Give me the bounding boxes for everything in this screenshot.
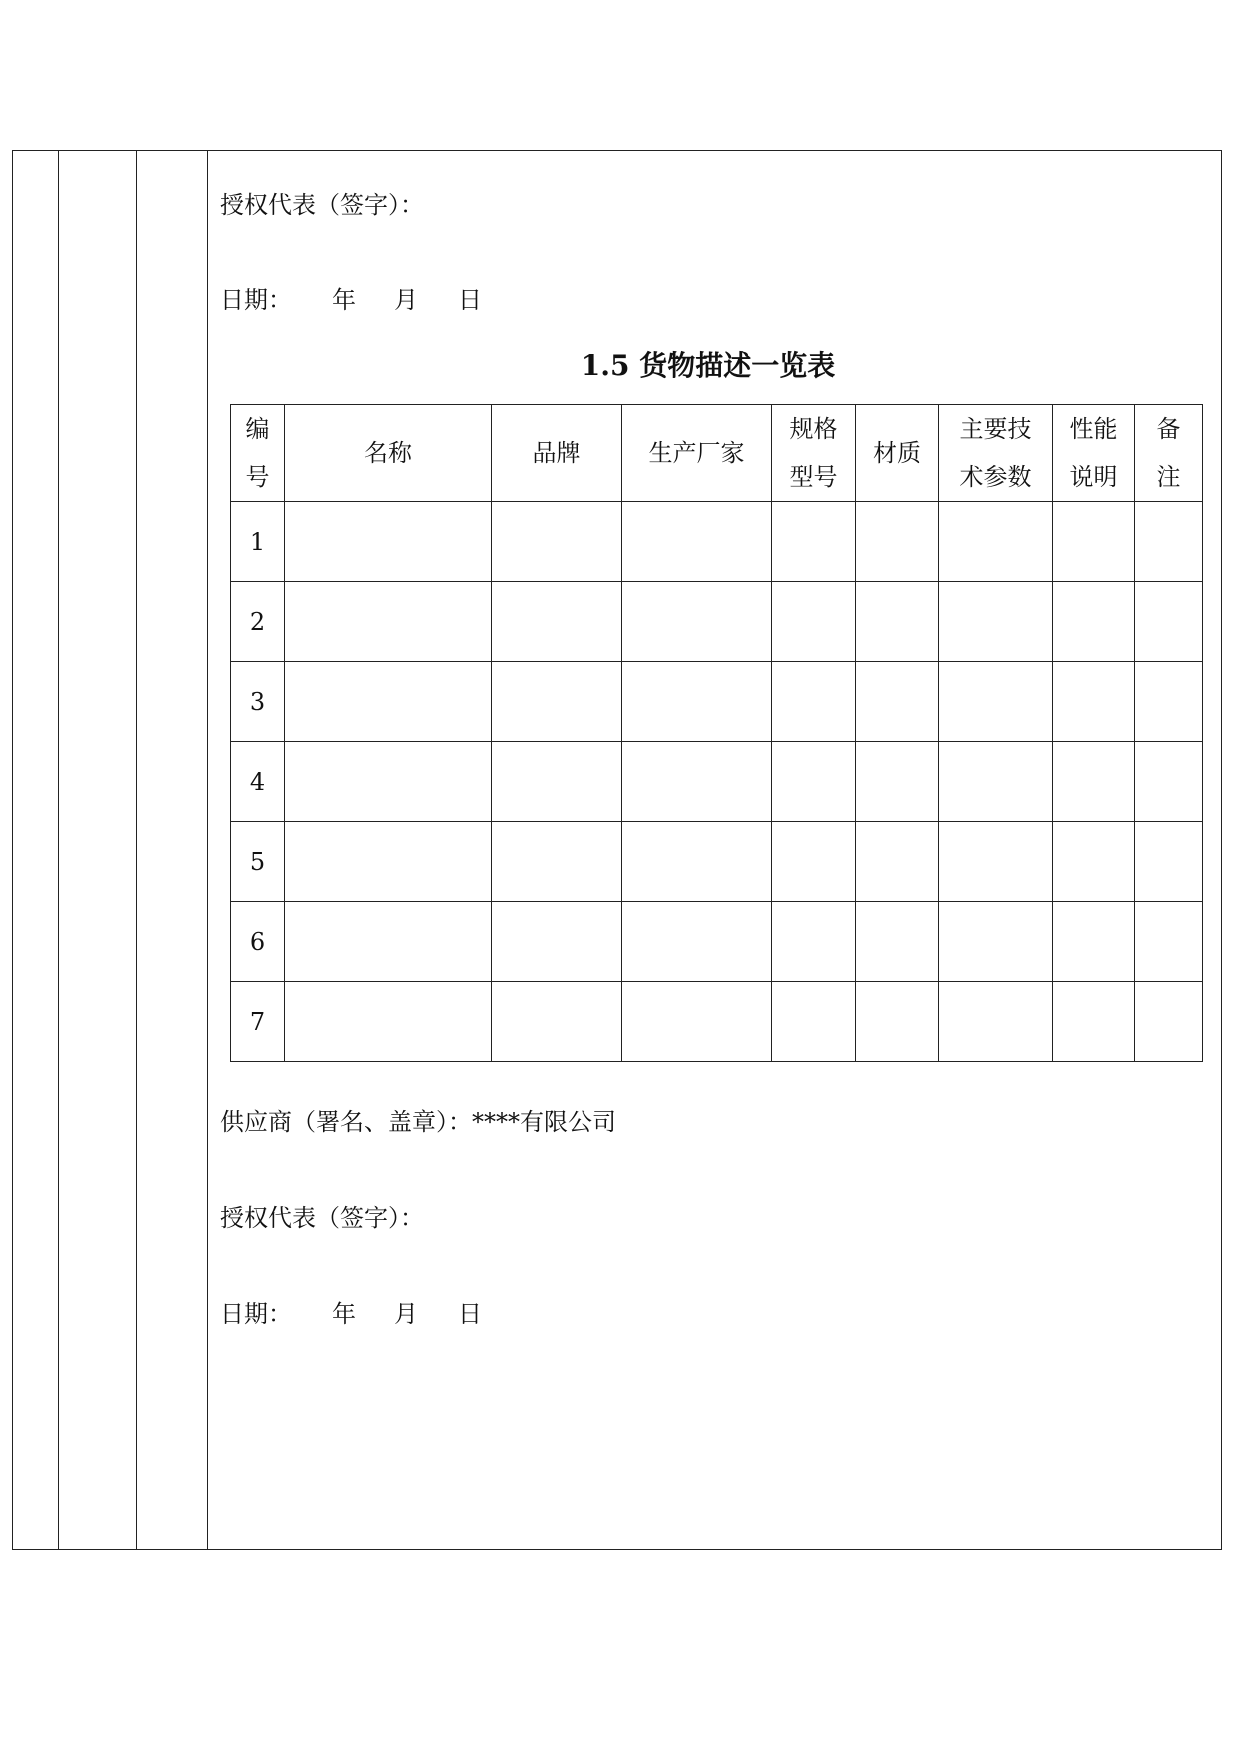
table-cell — [1135, 742, 1203, 822]
table-cell — [939, 502, 1053, 582]
column-header — [1135, 405, 1203, 502]
month-label: 月 — [394, 286, 418, 314]
table-cell — [856, 742, 939, 822]
table-body — [231, 502, 1203, 1062]
supplier-label: 供应商（署名、盖章）：****有限公司 — [220, 1108, 616, 1136]
table-cell — [1135, 982, 1203, 1062]
table-cell — [492, 662, 622, 742]
table-cell — [939, 822, 1053, 902]
column-header — [772, 405, 856, 502]
year-label: 年 — [332, 286, 356, 314]
table-cell — [1053, 902, 1135, 982]
column-header-line: 生产厂家 — [648, 439, 745, 467]
column-header-line: 编 — [245, 415, 270, 443]
column-header-line: 性能 — [1069, 415, 1118, 443]
table-row — [231, 742, 1203, 822]
table-cell — [285, 582, 492, 662]
table-row — [231, 582, 1203, 662]
table-cell — [1135, 822, 1203, 902]
table-row — [231, 662, 1203, 742]
table-cell — [856, 822, 939, 902]
table-cell — [622, 582, 772, 662]
row-number-cell: 6 — [231, 902, 285, 982]
table-cell — [1053, 982, 1135, 1062]
table-cell — [622, 982, 772, 1062]
table-cell — [1135, 582, 1203, 662]
table-cell — [622, 502, 772, 582]
table-cell — [1135, 662, 1203, 742]
table-header-row — [231, 405, 1203, 502]
column-header — [492, 405, 622, 502]
table-cell — [939, 982, 1053, 1062]
table-cell — [1053, 502, 1135, 582]
table-cell — [772, 582, 856, 662]
table-cell — [856, 582, 939, 662]
column-header-line: 注 — [1156, 463, 1181, 491]
date-label: 日期： — [220, 1300, 292, 1328]
column-header — [285, 405, 492, 502]
day-label: 日 — [458, 1300, 482, 1328]
table-cell — [285, 982, 492, 1062]
table-cell — [856, 902, 939, 982]
table-cell — [492, 502, 622, 582]
table-cell — [772, 982, 856, 1062]
table-cell — [772, 822, 856, 902]
goods-description-table — [230, 404, 1203, 1062]
table-cell — [492, 582, 622, 662]
column-header — [856, 405, 939, 502]
table-cell — [1135, 902, 1203, 982]
table-cell — [285, 662, 492, 742]
table-cell — [772, 902, 856, 982]
row-number-cell: 2 — [231, 582, 285, 662]
table-cell — [772, 502, 856, 582]
column-header-line: 型号 — [789, 463, 838, 491]
table-cell — [856, 982, 939, 1062]
table-row — [231, 902, 1203, 982]
row-number-cell: 4 — [231, 742, 285, 822]
table-cell — [492, 982, 622, 1062]
table-cell — [285, 742, 492, 822]
table-cell — [939, 902, 1053, 982]
table-cell — [285, 502, 492, 582]
column-header-line: 品牌 — [532, 439, 581, 467]
column-divider — [136, 151, 137, 1549]
column-header-line: 主要技 — [959, 415, 1032, 443]
table-cell — [492, 742, 622, 822]
table-row — [231, 822, 1203, 902]
table-cell — [856, 502, 939, 582]
column-header-line: 术参数 — [959, 463, 1032, 491]
column-header-line: 备 — [1156, 415, 1181, 443]
year-label: 年 — [332, 1300, 356, 1328]
table-cell — [492, 822, 622, 902]
column-header-line: 规格 — [789, 415, 838, 443]
table-cell — [939, 582, 1053, 662]
date-line-bottom — [220, 1294, 520, 1328]
table-cell — [856, 662, 939, 742]
column-divider — [58, 151, 59, 1549]
section-title: 1.5 货物描述一览表 — [580, 349, 836, 382]
column-header — [231, 405, 285, 502]
table-cell — [622, 742, 772, 822]
table-cell — [285, 902, 492, 982]
table-cell — [1053, 582, 1135, 662]
table-cell — [492, 902, 622, 982]
auth-rep-label-bottom: 授权代表（签字）： — [220, 1204, 424, 1232]
table-cell — [285, 822, 492, 902]
table-cell — [622, 902, 772, 982]
column-header-line: 材质 — [873, 439, 921, 467]
column-header-line: 说明 — [1069, 463, 1118, 491]
row-number-cell: 3 — [231, 662, 285, 742]
table-row — [231, 502, 1203, 582]
table-cell — [939, 742, 1053, 822]
table-cell — [1053, 742, 1135, 822]
table-cell — [622, 822, 772, 902]
date-line-top — [220, 280, 520, 314]
table-row — [231, 982, 1203, 1062]
table-cell — [622, 662, 772, 742]
table-cell — [1053, 822, 1135, 902]
row-number-cell: 1 — [231, 502, 285, 582]
column-header — [939, 405, 1053, 502]
column-header — [1053, 405, 1135, 502]
date-label: 日期： — [220, 286, 292, 314]
table-cell — [1053, 662, 1135, 742]
row-number-cell: 5 — [231, 822, 285, 902]
table-cell — [939, 662, 1053, 742]
row-number-cell: 7 — [231, 982, 285, 1062]
month-label: 月 — [394, 1300, 418, 1328]
day-label: 日 — [458, 286, 482, 314]
auth-rep-label-top: 授权代表（签字）： — [220, 191, 424, 219]
table-cell — [772, 662, 856, 742]
column-header — [622, 405, 772, 502]
table-cell — [1135, 502, 1203, 582]
column-header-line: 名称 — [364, 439, 412, 467]
column-header-line: 号 — [245, 463, 270, 491]
table-cell — [772, 742, 856, 822]
